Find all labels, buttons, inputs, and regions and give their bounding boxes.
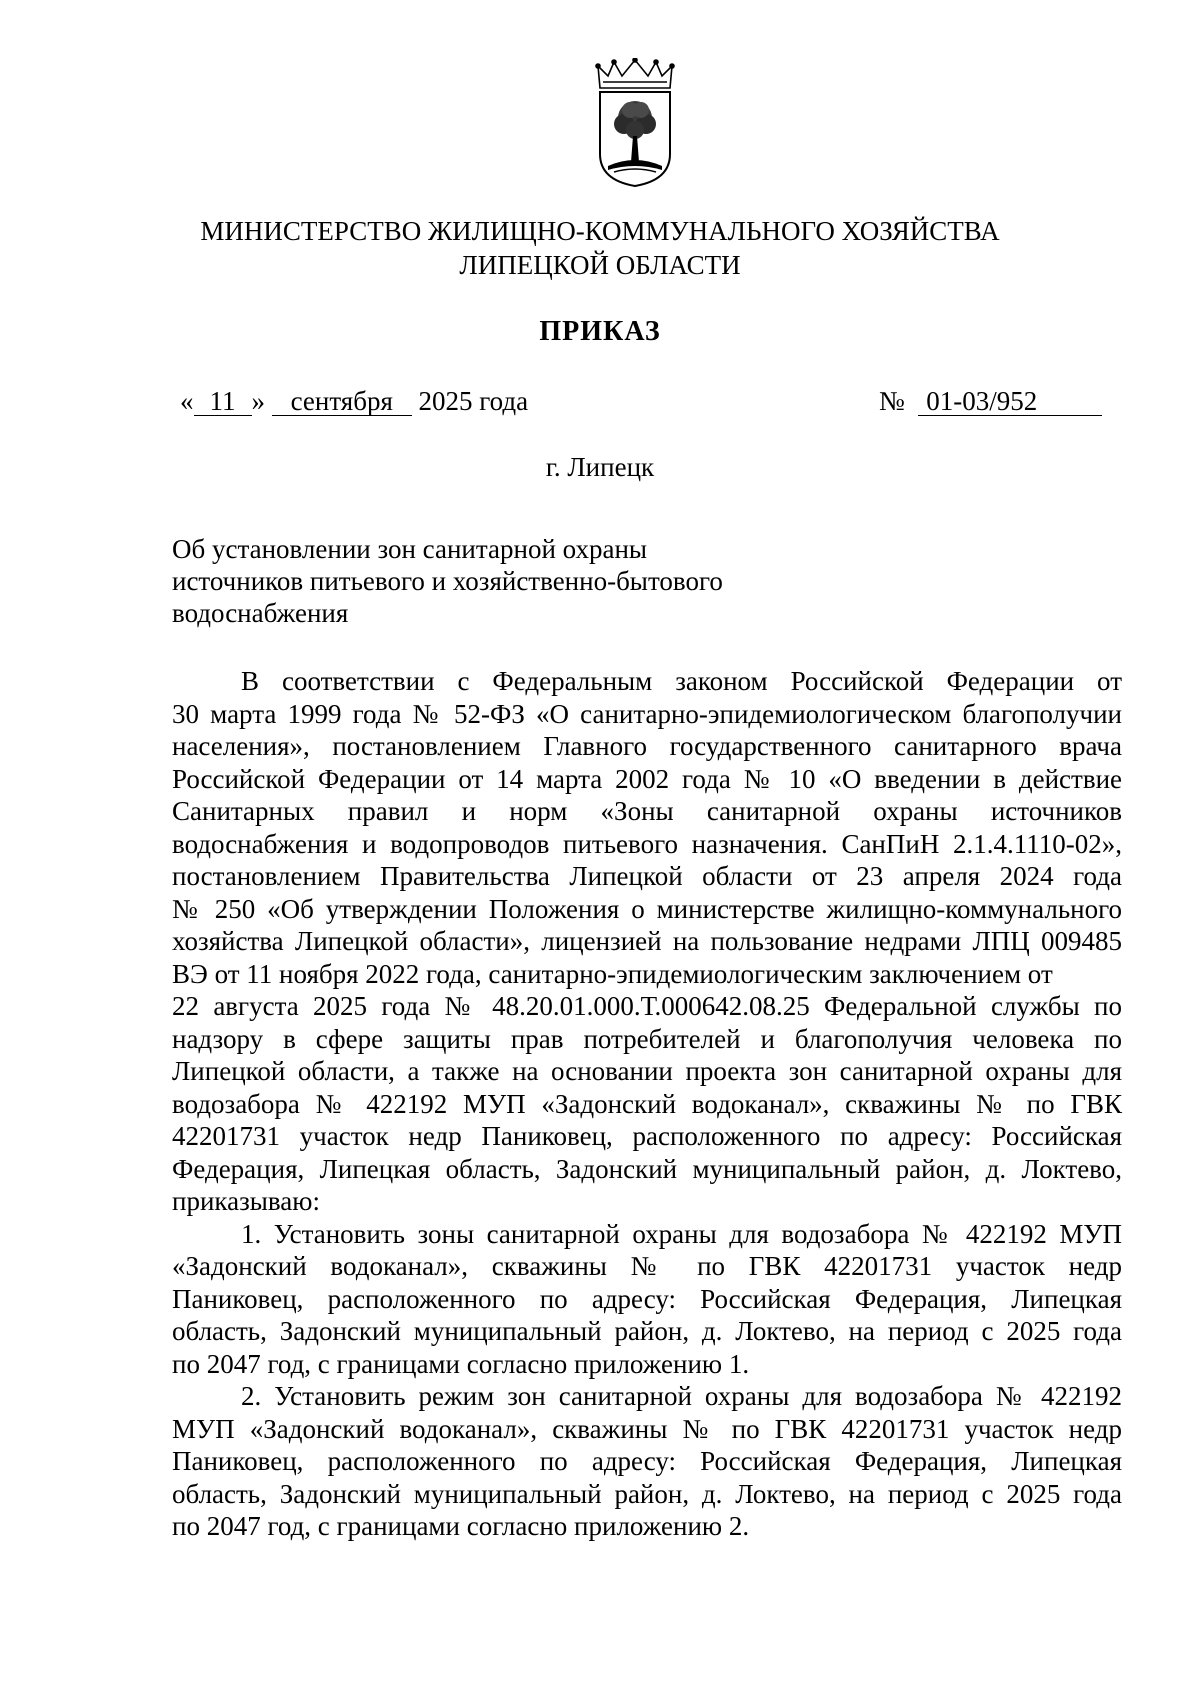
body-line: Паниковец, расположенного по адресу: Российская Федерация, Липецкая xyxy=(172,1446,1122,1476)
body-line: Российской Федерации от 14 марта 2002 года № 10 «О введении в действие xyxy=(172,763,1122,794)
date-day: 11 xyxy=(194,387,252,416)
subject-line: Об установлении зон санитарной охраны xyxy=(172,534,648,564)
body-line: Федерация, Липецкая область, Задонский муниципальный район, д. Локтево, xyxy=(172,1153,1122,1184)
number-value: 01-03/952 xyxy=(918,387,1102,416)
body-line: Санитарных правил и норм «Зоны санитарной охраны источников xyxy=(172,796,1122,826)
body-line: водоснабжения и водопроводов питьевого назначения. СанПиН 2.1.4.1110-02», xyxy=(172,828,1122,859)
body-line: «Задонский водоканал», скважины № по ГВК 42201731 участок недр xyxy=(172,1251,1122,1281)
body-line: водозабора № 422192 МУП «Задонский водоканал», скважины № по ГВК xyxy=(172,1088,1122,1119)
ministry-title-line-1: МИНИСТЕРСТВО ЖИЛИЩНО-КОММУНАЛЬНОГО ХОЗЯЙСТВА xyxy=(200,216,1000,246)
date-close-quote: » xyxy=(251,386,265,416)
order-item-2 xyxy=(172,1380,1122,1543)
date-month: сентября xyxy=(272,387,412,416)
body-line: В соответствии с Федеральным законом Российской Федерации от xyxy=(241,666,1122,696)
subject-line: источников питьевого и хозяйственно-бытового xyxy=(172,566,723,596)
body-line: населения», постановлением Главного государственного санитарного врача xyxy=(172,731,1122,761)
body-line: 30 марта 1999 года № 52-ФЗ «О санитарно-эпидемиологическом благополучии xyxy=(172,698,1122,729)
order-item-1 xyxy=(172,1218,1122,1381)
body-line: область, Задонский муниципальный район, д. Локтево, на период с 2025 года xyxy=(172,1478,1122,1509)
body-line: ВЭ от 11 ноября 2022 года, санитарно-эпидемиологическим заключением от xyxy=(172,958,1053,989)
document-type: ПРИКАЗ xyxy=(539,316,661,347)
body-line: 42201731 участок недр Паниковец, расположенного по адресу: Российская xyxy=(172,1121,1122,1151)
document-date xyxy=(180,386,528,417)
document-body xyxy=(172,665,1122,1543)
body-line: № 250 «Об утверждении Положения о министерстве жилищно-коммунального xyxy=(172,893,1122,924)
body-line: по 2047 год, с границами согласно приложению 2. xyxy=(172,1511,750,1541)
document-subject xyxy=(172,533,872,629)
body-line: МУП «Задонский водоканал», скважины № по ГВК 42201731 участок недр xyxy=(172,1413,1122,1444)
preamble-paragraph xyxy=(172,665,1122,1218)
body-line: приказываю: xyxy=(172,1186,320,1216)
body-line: 1. Установить зоны санитарной охраны для водозабора № 422192 МУП xyxy=(241,1218,1122,1249)
body-line: Паниковец, расположенного по адресу: Российская Федерация, Липецкая xyxy=(172,1283,1122,1314)
number-sign: № xyxy=(879,386,905,416)
date-year: 2025 года xyxy=(418,386,529,416)
body-line: хозяйства Липецкой области», лицензией на пользование недрами ЛПЦ 009485 xyxy=(172,926,1122,956)
ministry-title-line-2: ЛИПЕЦКОЙ ОБЛАСТИ xyxy=(459,250,741,280)
date-open-quote: « xyxy=(180,386,194,416)
body-line: область, Задонский муниципальный район, д. Локтево, на период с 2025 года xyxy=(172,1316,1122,1346)
ministry-title xyxy=(160,214,1040,282)
body-line: постановлением Правительства Липецкой области от 23 апреля 2024 года xyxy=(172,861,1122,891)
body-line: 22 августа 2025 года № 48.20.01.000.Т.000642.08.25 Федеральной службы по xyxy=(172,991,1122,1021)
body-line: надзору в сфере защиты прав потребителей и благополучия человека по xyxy=(172,1023,1122,1054)
body-line: по 2047 год, с границами согласно приложению 1. xyxy=(172,1348,750,1379)
body-line: Липецкой области, а также на основании проекта зон санитарной охраны для xyxy=(172,1056,1122,1086)
subject-line: водоснабжения xyxy=(172,598,349,628)
coat-of-arms-emblem xyxy=(594,58,676,188)
document-number xyxy=(879,386,1102,417)
document-city: г. Липецк xyxy=(545,452,655,482)
body-line: 2. Установить режим зон санитарной охраны для водозабора № 422192 xyxy=(241,1381,1122,1411)
